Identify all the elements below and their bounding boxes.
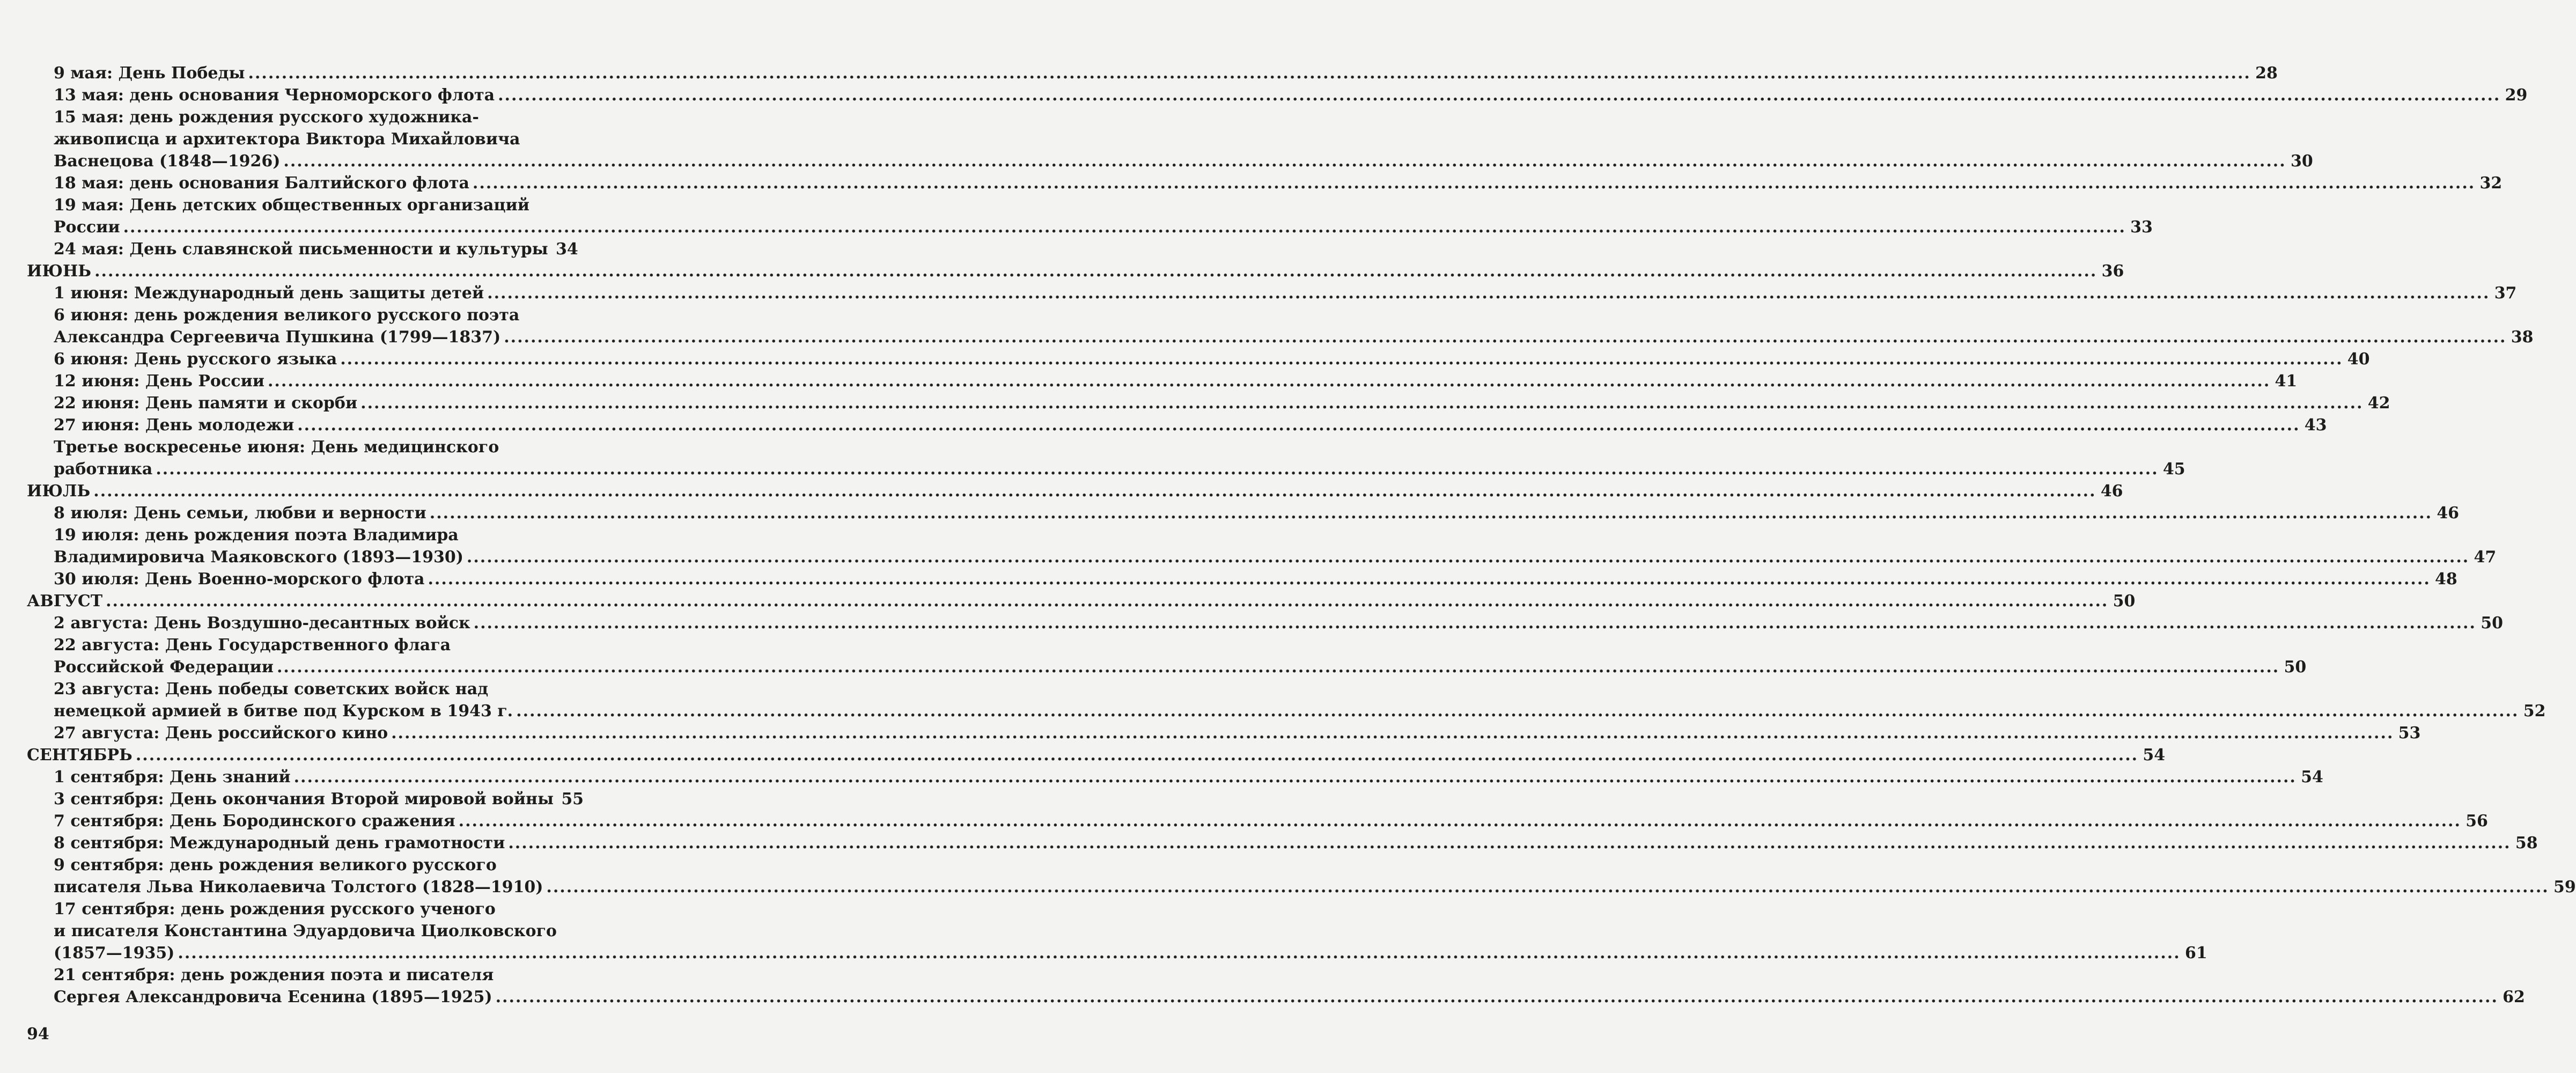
toc-entry-line [54, 942, 2207, 964]
dot-leader: ............................................................................................................................................................................................................................................................................................................ [487, 284, 2490, 303]
toc-entry-line [54, 392, 2390, 414]
toc-entry-title: 1 июня: Международный день защиты детей [54, 284, 484, 303]
toc-page-number: 42 [2367, 394, 2390, 413]
dot-leader: ............................................................................................................................................................................................................................................................................................................ [94, 262, 2097, 281]
toc-entry-title: 27 августа: День российского кино [54, 724, 388, 743]
toc-page-number: 40 [2347, 350, 2370, 369]
toc-entry-line [54, 414, 2327, 436]
toc-page-number: 38 [2511, 328, 2534, 347]
toc-entry-line [54, 986, 2525, 1008]
toc-entry-line [54, 326, 2534, 348]
toc-page-number: 55 [561, 790, 584, 809]
dot-leader: ............................................................................................................................................................................................................................................................................................................ [391, 724, 2394, 743]
toc-entry-title: 8 июля: День семьи, любви и верности [54, 504, 426, 523]
toc-entry-title: Александра Сергеевича Пушкина (1799—1837) [54, 328, 501, 347]
toc-entry-title: 8 сентября: Международный день грамотности [54, 834, 505, 852]
toc-entry [54, 304, 2534, 348]
dot-leader: ............................................................................................................................................................................................................................................................................................................ [429, 504, 2433, 523]
toc-entry [54, 568, 2457, 590]
toc-entry [54, 832, 2538, 854]
toc-entry [54, 172, 2503, 194]
toc-entry [54, 414, 2327, 436]
toc-page-number: 45 [2162, 460, 2185, 479]
toc-entry-title: 30 июля: День Военно-морского флота [54, 570, 425, 589]
toc-section [27, 480, 2123, 502]
dot-leader: ............................................................................................................................................................................................................................................................................................................ [156, 460, 2159, 479]
dot-leader: ............................................................................................................................................................................................................................................................................................................ [498, 86, 2501, 105]
toc-entry-line [54, 150, 2313, 172]
toc-entry [54, 238, 578, 260]
dot-leader: ............................................................................................................................................................................................................................................................................................................ [178, 944, 2181, 962]
toc-entry-title: 27 июня: День молодежи [54, 416, 295, 435]
toc-entry-line [54, 612, 2503, 634]
toc-entry [54, 436, 2185, 480]
toc-entry-line [54, 172, 2503, 194]
toc-entry-title: писателя Льва Николаевича Толстого (1828—1910) [54, 878, 543, 896]
toc-page-number: 48 [2435, 570, 2457, 589]
toc-entry-line [27, 590, 2136, 612]
dot-leader: ............................................................................................................................................................................................................................................................................................................ [135, 746, 2139, 765]
dot-leader: ............................................................................................................................................................................................................................................................................................................ [248, 64, 2251, 83]
toc-entry [54, 502, 2460, 524]
toc-entry-title-line: живописца и архитектора Виктора Михайловича [54, 130, 520, 149]
dot-leader: ............................................................................................................................................................................................................................................................................................................ [293, 768, 2297, 787]
toc-entry-line [54, 700, 2546, 722]
toc-entry-line [54, 810, 2488, 832]
toc-entry-line [54, 216, 2153, 238]
toc-entry [54, 678, 2546, 722]
dot-leader: ............................................................................................................................................................................................................................................................................................................ [283, 152, 2286, 171]
toc-entry [54, 524, 2497, 568]
toc-page-number: 54 [2143, 746, 2166, 765]
toc-page-number: 58 [2515, 834, 2538, 852]
toc-entry-title: 2 августа: День Воздушно-десантных войск [54, 614, 470, 633]
toc-page-number: 50 [2113, 592, 2136, 611]
toc-entry-line [54, 502, 2460, 524]
toc-entry-title: немецкой армией в битве под Курском в 1943 г. [54, 702, 513, 721]
toc-entry-line [54, 788, 584, 810]
toc-page-number: 50 [2284, 658, 2307, 677]
toc-entry [54, 62, 2278, 84]
toc-page-number: 29 [2505, 86, 2528, 105]
toc-page-number: 52 [2523, 702, 2546, 721]
toc-page-number: 54 [2301, 768, 2323, 787]
dot-leader: ............................................................................................................................................................................................................................................................................................................ [360, 394, 2364, 413]
toc-entry-line [54, 62, 2278, 84]
toc-entry-title: 9 мая: День Победы [54, 64, 245, 83]
toc-entry-title: Сергея Александровича Есенина (1895—1925) [54, 988, 492, 1006]
dot-leader: ............................................................................................................................................................................................................................................................................................................ [516, 702, 2519, 721]
toc-entry-title-line: 22 августа: День Государственного флага [54, 636, 451, 655]
toc-entry-line [54, 238, 578, 260]
toc-entry-title: Российской Федерации [54, 658, 274, 677]
dot-leader: ............................................................................................................................................................................................................................................................................................................ [106, 592, 2109, 611]
dot-leader: ............................................................................................................................................................................................................................................................................................................ [297, 416, 2300, 435]
toc-entry-line [54, 656, 2307, 678]
toc-entry [54, 964, 2525, 1008]
toc-entry [54, 810, 2488, 832]
toc-entry [54, 722, 2421, 744]
toc-entry-title-line: и писателя Константина Эдуардовича Циолковского [54, 922, 557, 940]
toc-section [27, 590, 2136, 612]
toc-entry-title-line: Третье воскресенье июня: День медицинского [54, 438, 499, 457]
dot-leader: ............................................................................................................................................................................................................................................................................................................ [340, 350, 2343, 369]
toc-page-number: 28 [2255, 64, 2278, 83]
toc-entry [54, 106, 2313, 172]
toc-entry [54, 84, 2528, 106]
toc-page-number: 34 [556, 240, 578, 259]
toc-entry-title: 24 мая: День славянской письменности и культуры [54, 240, 548, 259]
toc-entry-line [54, 876, 2576, 898]
toc-page-number: 50 [2481, 614, 2503, 633]
toc-entry-title-line: 9 сентября: день рождения великого русского [54, 856, 497, 874]
dot-leader: ............................................................................................................................................................................................................................................................................................................ [93, 482, 2096, 501]
toc-entry-line [54, 722, 2421, 744]
toc-entry-title-line: 23 августа: День победы советских войск над [54, 680, 489, 699]
toc-entry-line [54, 832, 2538, 854]
toc-entry-title: 3 сентября: День окончания Второй мировой войны [54, 790, 554, 809]
toc-page-number: 56 [2465, 812, 2488, 831]
dot-leader: ............................................................................................................................................................................................................................................................................................................ [276, 658, 2280, 677]
toc-entry-line [54, 84, 2528, 106]
toc-section-title: АВГУСТ [27, 592, 103, 611]
toc-entry [54, 854, 2576, 898]
dot-leader: ............................................................................................................................................................................................................................................................................................................ [466, 548, 2470, 567]
toc-entry-title-line: 17 сентября: день рождения русского ученого [54, 900, 496, 918]
toc-entry-title: 18 мая: день основания Балтийского флота [54, 174, 469, 193]
toc-entry-title-line: 6 июня: день рождения великого русского поэта [54, 306, 520, 325]
toc-entry-line [54, 458, 2185, 480]
toc-entry-line [54, 546, 2497, 568]
toc-entry [54, 766, 2323, 788]
toc-entry-title: 1 сентября: День знаний [54, 768, 291, 787]
toc-entry-title: 6 июня: День русского языка [54, 350, 337, 369]
toc-page-number: 46 [2100, 482, 2123, 501]
toc-entry-line [54, 568, 2457, 590]
toc-entry-title-line: 21 сентября: день рождения поэта и писателя [54, 966, 494, 984]
toc-entry-line [27, 744, 2166, 766]
toc-page-number: 46 [2437, 504, 2460, 523]
toc-entry-title-line: 15 мая: день рождения русского художника- [54, 108, 479, 127]
dot-leader: ............................................................................................................................................................................................................................................................................................................ [546, 878, 2549, 896]
toc-entry [54, 898, 2207, 964]
toc-page-number: 33 [2130, 218, 2153, 237]
toc-entry-title: 13 мая: день основания Черноморского флота [54, 86, 495, 105]
toc-entry-title: 7 сентября: День Бородинского сражения [54, 812, 455, 831]
toc-entry-title: Васнецова (1848—1926) [54, 152, 281, 171]
toc-entry-title: России [54, 218, 120, 237]
toc-page-number: 61 [2184, 944, 2207, 962]
page-number: 94 [27, 1025, 49, 1043]
toc-page-number: 47 [2474, 548, 2497, 567]
toc-entry-line [54, 348, 2370, 370]
toc-entry [54, 788, 584, 810]
toc-page-number: 32 [2479, 174, 2503, 193]
toc-entry-title: 22 июня: День памяти и скорби [54, 394, 358, 413]
dot-leader: ............................................................................................................................................................................................................................................................................................................ [458, 812, 2461, 831]
toc-page-number: 37 [2494, 284, 2517, 303]
toc-entry [54, 634, 2307, 678]
toc-page-number: 30 [2290, 152, 2313, 171]
dot-leader: ............................................................................................................................................................................................................................................................................................................ [473, 614, 2476, 633]
toc-entry-title: Владимировича Маяковского (1893—1930) [54, 548, 463, 567]
toc-entry-title: (1857—1935) [54, 944, 175, 962]
toc-entry [54, 282, 2517, 304]
toc-entry [54, 194, 2153, 238]
dot-leader: ............................................................................................................................................................................................................................................................................................................ [508, 834, 2511, 852]
toc-page-number: 53 [2398, 724, 2421, 743]
toc-section-title: СЕНТЯБРЬ [27, 746, 133, 765]
dot-leader: ............................................................................................................................................................................................................................................................................................................ [472, 174, 2476, 193]
toc-page-number: 59 [2553, 878, 2576, 896]
dot-leader: ............................................................................................................................................................................................................................................................................................................ [123, 218, 2126, 237]
toc-page-number: 41 [2275, 372, 2298, 391]
dot-leader: ............................................................................................................................................................................................................................................................................................................ [495, 988, 2498, 1006]
toc-entry-line [54, 766, 2323, 788]
dot-leader: ............................................................................................................................................................................................................................................................................................................ [428, 570, 2431, 589]
toc-section-title: ИЮЛЬ [27, 482, 91, 501]
toc-entry [54, 370, 2298, 392]
dot-leader: ............................................................................................................................................................................................................................................................................................................ [267, 372, 2271, 391]
dot-leader: ............................................................................................................................................................................................................................................................................................................ [504, 328, 2507, 347]
toc-entry-title-line: 19 июля: день рождения поэта Владимира [54, 526, 459, 545]
toc-page-number: 62 [2503, 988, 2525, 1006]
toc-entry [54, 348, 2370, 370]
toc-page-number: 36 [2101, 262, 2124, 281]
toc-section [27, 260, 2124, 282]
toc-entry-line [27, 260, 2124, 282]
toc-section-title: ИЮНЬ [27, 262, 92, 281]
toc-entry-title: работника [54, 460, 153, 479]
toc-entry-line [27, 480, 2123, 502]
toc-entry-title-line: 19 мая: День детских общественных организаций [54, 196, 530, 215]
toc-entry [54, 612, 2503, 634]
toc-page-number: 43 [2304, 416, 2327, 435]
toc-entry-title: 12 июня: День России [54, 372, 264, 391]
toc-entry-line [54, 370, 2298, 392]
toc-entry [54, 392, 2390, 414]
toc-entry-line [54, 282, 2517, 304]
toc-section [27, 744, 2166, 766]
table-of-contents [27, 62, 2576, 1008]
